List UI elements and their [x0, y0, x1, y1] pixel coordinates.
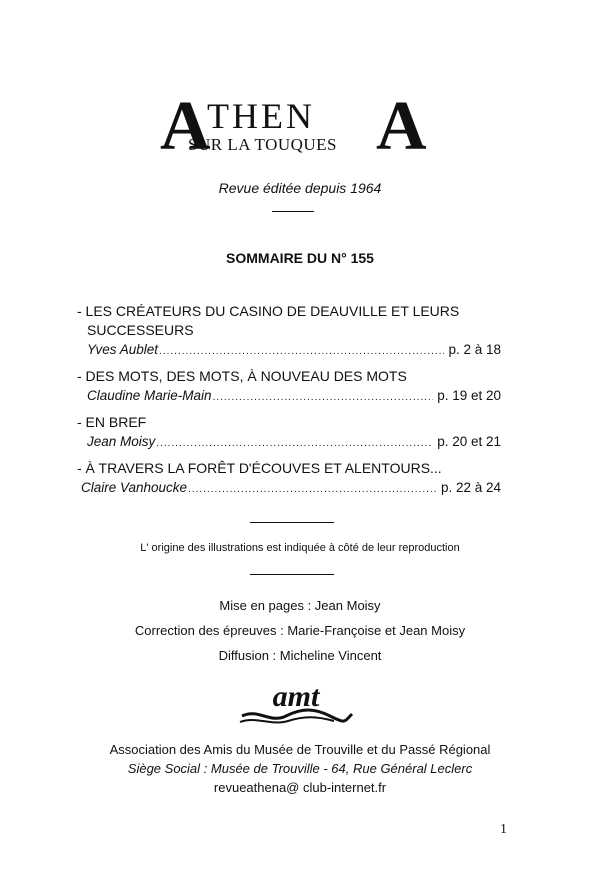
leader-dots — [188, 480, 437, 499]
association-email: revueathena@ club-internet.fr — [213, 780, 387, 795]
toc-entry-pages: p. 20 et 21 — [437, 434, 501, 449]
toc-entry-pages: p. 2 à 18 — [448, 342, 501, 357]
illustrations-note: L' origine des illustrations est indiquée à côté de leur reproduction — [140, 542, 460, 554]
association-info — [0, 740, 600, 797]
credits — [0, 596, 600, 671]
athena-masthead-logo — [160, 88, 436, 165]
masthead-letter-right: A — [376, 88, 427, 165]
toc-entry — [77, 459, 501, 499]
toc-entry-title: - À TRAVERS LA FORÊT D'ÉCOUVES ET ALENTOURS... — [77, 460, 442, 476]
credit-proofreading: Correction des épreuves : Marie-Françoise et Jean Moisy — [134, 623, 466, 638]
sommaire-title: SOMMAIRE DU N° 155 — [226, 250, 374, 266]
toc-entry-byline — [77, 432, 501, 453]
masthead-middle: THEN — [207, 96, 315, 136]
toc-entry-byline — [77, 386, 501, 407]
credit-layout: Mise en pages : Jean Moisy — [219, 598, 381, 613]
page-number: 1 — [500, 822, 507, 837]
toc-entry-author: Jean Moisy — [87, 434, 156, 449]
association-name: Association des Amis du Musée de Trouville et du Passé Régional — [109, 742, 491, 757]
toc-entry-pages: p. 22 à 24 — [440, 480, 501, 495]
toc-entry — [77, 302, 501, 361]
association-address: Siège Social : Musée de Trouville - 64, Rue Général Leclerc — [127, 761, 473, 776]
masthead-subtitle: SUR LA TOUQUES — [188, 135, 338, 154]
leader-dots — [213, 388, 434, 407]
toc-entry-pages: p. 19 et 20 — [437, 388, 501, 403]
toc-entry-author: Yves Aublet — [87, 342, 159, 357]
masthead-letter-left: A — [160, 88, 211, 165]
association-logo — [236, 680, 356, 726]
leader-dots — [156, 434, 433, 453]
toc-entry-byline — [77, 340, 501, 361]
toc-entry — [77, 413, 501, 453]
toc-entry-author: Claire Vanhoucke — [81, 480, 188, 495]
divider — [250, 522, 334, 523]
association-logo-lettering: amt — [272, 680, 320, 713]
toc-entry-byline — [77, 478, 501, 499]
toc-entry-title: - DES MOTS, DES MOTS, À NOUVEAU DES MOTS — [77, 368, 407, 384]
toc-entry-title-continued: SUCCESSEURS — [87, 322, 194, 338]
toc-entry-title: - EN BREF — [77, 414, 147, 430]
divider — [250, 574, 334, 575]
tagline: Revue éditée depuis 1964 — [218, 180, 382, 196]
credit-distribution: Diffusion : Micheline Vincent — [218, 648, 382, 663]
toc-entry — [77, 367, 501, 407]
toc-entry-title: - LES CRÉATEURS DU CASINO DE DEAUVILLE ET LEURS — [77, 303, 460, 319]
toc-entry-author: Claudine Marie-Main — [87, 388, 212, 403]
divider — [272, 211, 314, 212]
leader-dots — [159, 342, 444, 361]
table-of-contents — [77, 302, 501, 505]
